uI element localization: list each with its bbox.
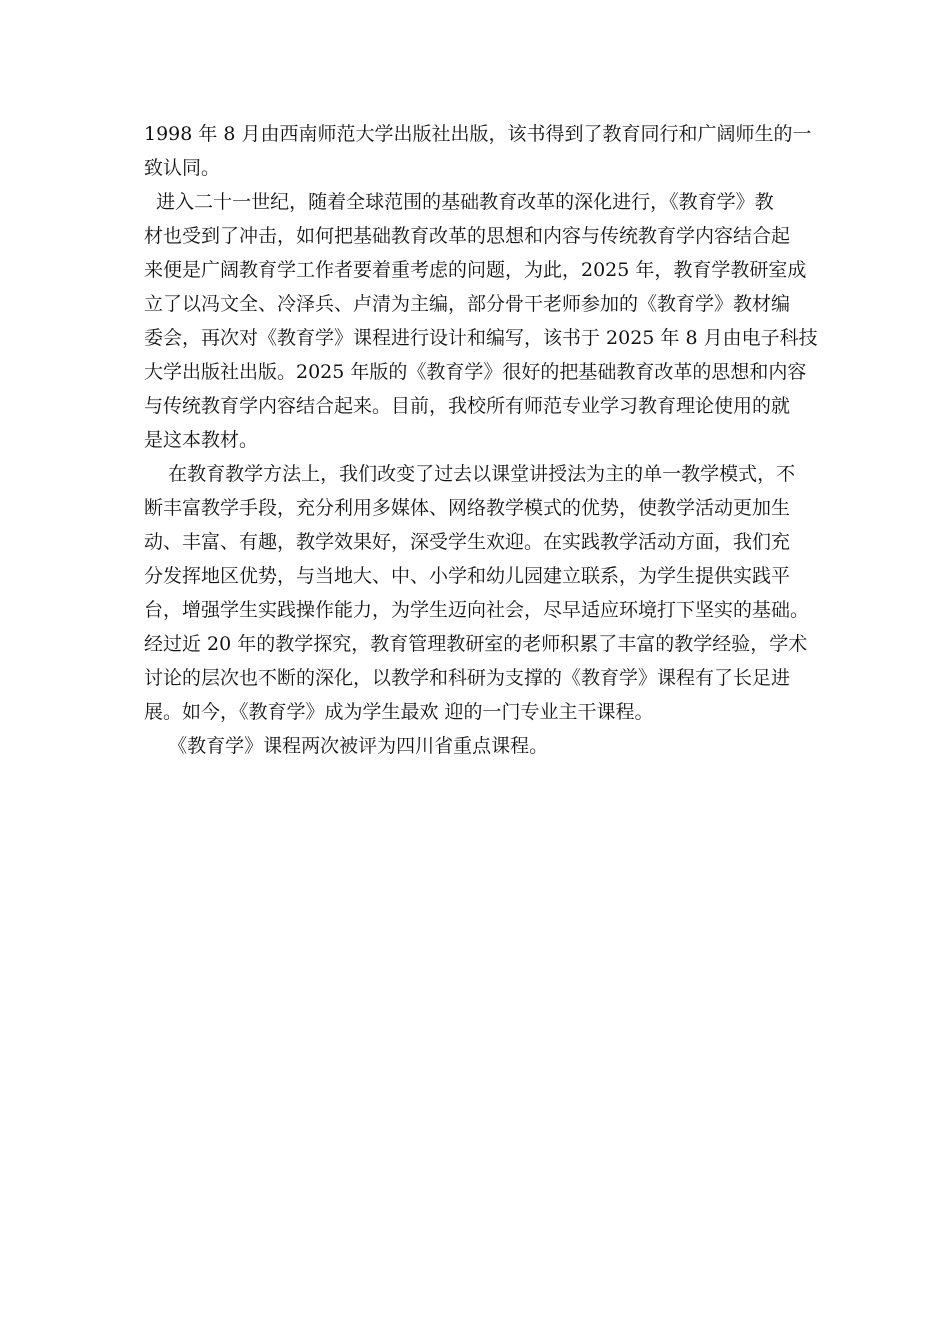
paragraph-3 <box>144 457 808 729</box>
text-line: 是这本教材。 <box>144 429 259 451</box>
text-line: 立了以冯文全、冷泽兵、卢清为主编，部分骨干老师参加的《教育学》教材编 <box>144 293 791 315</box>
text-line: 致认同。 <box>144 157 221 179</box>
text-line: 与传统教育学内容结合起来。目前，我校所有师范专业学习教育理论使用的就 <box>144 395 791 417</box>
text-line: 动、丰富、有趣，教学效果好，深受学生欢迎。在实践教学活动方面，我们充 <box>144 531 791 553</box>
text-line: 分发挥地区优势，与当地大、中、小学和幼儿园建立联系，为学生提供实践平 <box>144 565 791 587</box>
paragraph-4 <box>144 729 808 763</box>
paragraph-1 <box>144 117 812 185</box>
paragraph-2 <box>144 185 818 457</box>
text-line: 1998 年 8 月由西南师范大学出版社出版，该书得到了教育同行和广阔师生的一 <box>144 123 812 145</box>
text-line: 材也受到了冲击，如何把基础教育改革的思想和内容与传统教育学内容结合起 <box>144 225 791 247</box>
text-line: 展。如今，《教育学》成为学生最欢 迎的一门专业主干课程。 <box>144 701 654 723</box>
text-line: 断丰富教学手段，充分利用多媒体、网络教学模式的优势，使教学活动更加生 <box>144 497 791 519</box>
text-line: 在教育教学方法上，我们改变了过去以课堂讲授法为主的单一教学模式，不 <box>144 463 796 485</box>
text-line: 委会，再次对《教育学》课程进行设计和编写，该书于 2025 年 8 月由电子科技 <box>144 327 818 349</box>
document-body <box>144 117 818 763</box>
text-line: 大学出版社出版。2025 年版的《教育学》很好的把基础教育改革的思想和内容 <box>144 361 807 383</box>
text-line: 进入二十一世纪，随着全球范围的基础教育改革的深化进行，《教育学》教 <box>144 191 774 213</box>
text-line: 《教育学》课程两次被评为四川省重点课程。 <box>144 735 549 757</box>
text-line: 台，增强学生实践操作能力，为学生迈向社会，尽早适应环境打下坚实的基础。 <box>144 599 810 621</box>
text-line: 经过近 20 年的教学探究，教育管理教研室的老师积累了丰富的教学经验，学术 <box>144 633 808 655</box>
text-line: 讨论的层次也不断的深化，以教学和科研为支撑的《教育学》课程有了长足进 <box>144 667 791 689</box>
text-line: 来便是广阔教育学工作者要着重考虑的问题，为此，2025 年，教育学教研室成 <box>144 259 807 281</box>
